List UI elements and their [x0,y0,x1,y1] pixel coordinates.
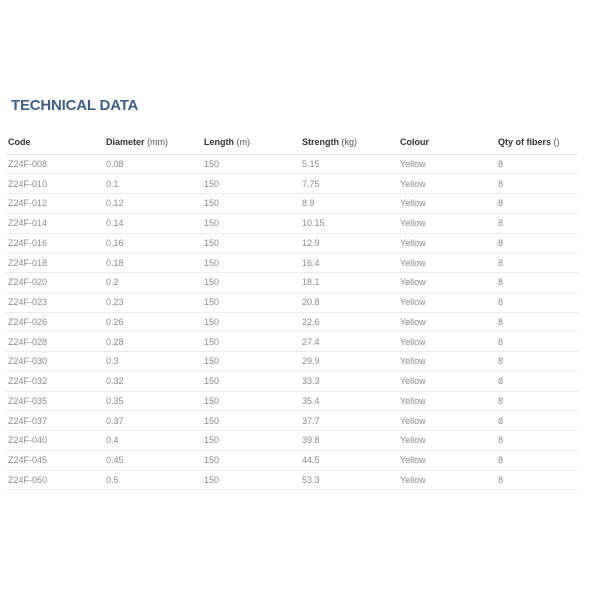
cell-diameter: 0.2 [104,273,202,293]
cell-qty-of-fibers: 8 [496,253,578,273]
cell-diameter: 0.08 [104,154,202,174]
cell-code: Z24F-018 [6,253,104,273]
table-row [6,371,578,391]
table-row [6,194,578,214]
cell-qty-of-fibers: 8 [496,371,578,391]
cell-strength: 44.5 [300,450,398,470]
cell-length: 150 [202,194,300,214]
header-length [202,131,300,154]
cell-diameter: 0.1 [104,174,202,194]
cell-code: Z24F-035 [6,391,104,411]
header-strength [300,131,398,154]
cell-colour: Yellow [398,253,496,273]
cell-colour: Yellow [398,194,496,214]
cell-strength: 29.9 [300,352,398,372]
cell-qty-of-fibers: 8 [496,233,578,253]
cell-colour: Yellow [398,292,496,312]
cell-strength: 18.1 [300,273,398,293]
cell-length: 150 [202,352,300,372]
cell-diameter: 0.26 [104,312,202,332]
cell-diameter: 0.32 [104,371,202,391]
table-row [6,332,578,352]
header-unit: () [553,137,560,148]
cell-length: 150 [202,273,300,293]
cell-colour: Yellow [398,332,496,352]
cell-code: Z24F-040 [6,431,104,451]
cell-qty-of-fibers: 8 [496,194,578,214]
cell-diameter: 0.5 [104,470,202,490]
header-colour [398,131,496,154]
table-row [6,431,578,451]
cell-diameter: 0.12 [104,194,202,214]
cell-strength: 16.4 [300,253,398,273]
table-row [6,391,578,411]
cell-colour: Yellow [398,213,496,233]
header-unit: (m) [236,137,251,148]
table-row [6,292,578,312]
cell-code: Z24F-032 [6,371,104,391]
table-row [6,273,578,293]
header-code [6,131,104,154]
cell-qty-of-fibers: 8 [496,213,578,233]
cell-colour: Yellow [398,470,496,490]
cell-length: 150 [202,371,300,391]
cell-strength: 7.75 [300,174,398,194]
cell-diameter: 0.35 [104,391,202,411]
cell-qty-of-fibers: 8 [496,312,578,332]
cell-code: Z24F-030 [6,352,104,372]
cell-diameter: 0.3 [104,352,202,372]
cell-qty-of-fibers: 8 [496,174,578,194]
cell-length: 150 [202,470,300,490]
cell-colour: Yellow [398,273,496,293]
table-body [6,154,578,490]
cell-length: 150 [202,312,300,332]
header-label: Qty of fibers [498,137,552,148]
cell-code: Z24F-008 [6,154,104,174]
cell-colour: Yellow [398,312,496,332]
cell-colour: Yellow [398,431,496,451]
cell-strength: 27.4 [300,332,398,352]
cell-strength: 5.15 [300,154,398,174]
header-label: Code [8,137,31,148]
cell-strength: 20.8 [300,292,398,312]
cell-diameter: 0.4 [104,431,202,451]
cell-diameter: 0.18 [104,253,202,273]
header-qty-of-fibers [496,131,578,154]
cell-colour: Yellow [398,233,496,253]
cell-strength: 22.6 [300,312,398,332]
cell-code: Z24F-023 [6,292,104,312]
table-row [6,312,578,332]
cell-code: Z24F-016 [6,233,104,253]
cell-qty-of-fibers: 8 [496,411,578,431]
table-header-row [6,131,578,154]
cell-qty-of-fibers: 8 [496,391,578,411]
cell-qty-of-fibers: 8 [496,292,578,312]
cell-length: 150 [202,233,300,253]
cell-colour: Yellow [398,450,496,470]
cell-strength: 12.9 [300,233,398,253]
cell-colour: Yellow [398,352,496,372]
cell-code: Z24F-010 [6,174,104,194]
cell-strength: 33.3 [300,371,398,391]
cell-code: Z24F-020 [6,273,104,293]
cell-diameter: 0.37 [104,411,202,431]
table-row [6,213,578,233]
cell-strength: 37.7 [300,411,398,431]
cell-length: 150 [202,292,300,312]
cell-strength: 10.15 [300,213,398,233]
section-title: TECHNICAL DATA [11,97,139,114]
cell-length: 150 [202,174,300,194]
cell-length: 150 [202,391,300,411]
cell-length: 150 [202,411,300,431]
cell-colour: Yellow [398,411,496,431]
cell-diameter: 0.28 [104,332,202,352]
cell-code: Z24F-028 [6,332,104,352]
cell-colour: Yellow [398,391,496,411]
header-label: Colour [400,137,429,148]
cell-qty-of-fibers: 8 [496,273,578,293]
cell-code: Z24F-050 [6,470,104,490]
header-label: Diameter [106,137,145,148]
cell-code: Z24F-037 [6,411,104,431]
cell-length: 150 [202,450,300,470]
cell-code: Z24F-014 [6,213,104,233]
cell-length: 150 [202,213,300,233]
header-unit: (kg) [341,137,358,148]
table-row [6,470,578,490]
cell-qty-of-fibers: 8 [496,470,578,490]
cell-code: Z24F-045 [6,450,104,470]
cell-length: 150 [202,332,300,352]
technical-data-table [6,131,578,490]
table-row [6,174,578,194]
cell-diameter: 0.16 [104,233,202,253]
cell-diameter: 0.23 [104,292,202,312]
cell-qty-of-fibers: 8 [496,431,578,451]
cell-strength: 8.9 [300,194,398,214]
cell-code: Z24F-026 [6,312,104,332]
cell-qty-of-fibers: 8 [496,332,578,352]
cell-colour: Yellow [398,174,496,194]
table-row [6,154,578,174]
cell-diameter: 0.45 [104,450,202,470]
cell-length: 150 [202,431,300,451]
cell-length: 150 [202,154,300,174]
cell-strength: 35.4 [300,391,398,411]
cell-length: 150 [202,253,300,273]
table-row [6,253,578,273]
cell-code: Z24F-012 [6,194,104,214]
cell-strength: 53.3 [300,470,398,490]
cell-colour: Yellow [398,154,496,174]
header-unit: (mm) [147,137,169,148]
cell-strength: 39.8 [300,431,398,451]
table-row [6,411,578,431]
header-label: Strength [302,137,339,148]
table-row [6,450,578,470]
header-diameter [104,131,202,154]
cell-diameter: 0.14 [104,213,202,233]
table-row [6,233,578,253]
cell-colour: Yellow [398,371,496,391]
header-label: Length [204,137,234,148]
cell-qty-of-fibers: 8 [496,352,578,372]
cell-qty-of-fibers: 8 [496,450,578,470]
table-row [6,352,578,372]
cell-qty-of-fibers: 8 [496,154,578,174]
